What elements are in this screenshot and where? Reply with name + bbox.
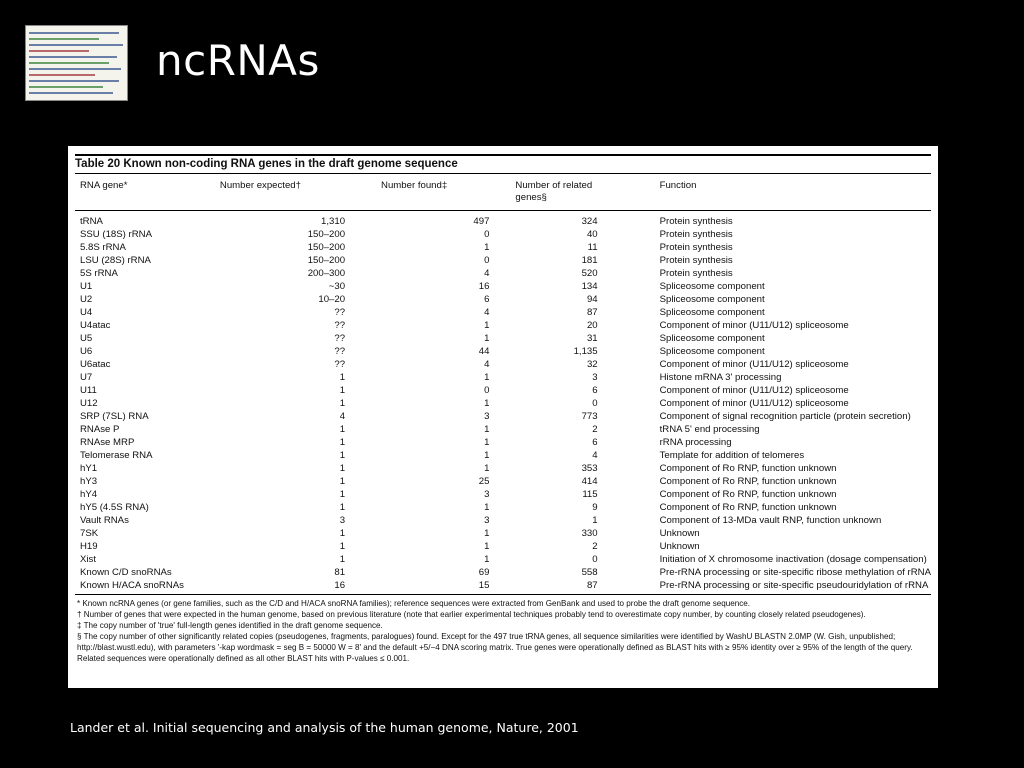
table-header-row bbox=[75, 176, 931, 210]
cell-number-found: 1 bbox=[484, 436, 490, 448]
cell-function: Spliceosome component bbox=[659, 332, 765, 344]
table-row bbox=[75, 358, 931, 371]
cell-function: Component of minor (U11/U12) spliceosome bbox=[659, 319, 849, 331]
cell-number-expected: 10–20 bbox=[318, 293, 346, 305]
cell-number-related: 0 bbox=[592, 553, 598, 565]
cell-function: Component of Ro RNP, function unknown bbox=[659, 501, 837, 513]
cell-number-related: 31 bbox=[586, 332, 598, 344]
table-row bbox=[75, 579, 931, 595]
cell-number-found: 1 bbox=[484, 241, 490, 253]
cell-rna-gene: U1 bbox=[80, 280, 93, 292]
table-row bbox=[75, 488, 931, 501]
cell-number-expected: 1 bbox=[339, 423, 346, 435]
cell-function: Protein synthesis bbox=[659, 254, 733, 266]
cell-number-related: 558 bbox=[581, 566, 598, 578]
cell-function: Protein synthesis bbox=[659, 228, 733, 240]
table-row bbox=[75, 254, 931, 267]
cell-function: Component of 13-MDa vault RNP, function unknown bbox=[659, 514, 882, 526]
table-row bbox=[75, 306, 931, 319]
cell-number-found: 6 bbox=[484, 293, 490, 305]
cell-number-related: 2 bbox=[592, 540, 598, 552]
table-row bbox=[75, 293, 931, 306]
footnote: † Number of genes that were expected in the human genome, based on previous literature (note that earlier experimental techniques probably tend to overestimate copy number, by counting closely related pseudogenes). bbox=[77, 609, 866, 619]
table-row bbox=[75, 449, 931, 462]
cell-number-related: 6 bbox=[592, 436, 598, 448]
cell-number-expected: ?? bbox=[334, 345, 346, 357]
table-row bbox=[75, 280, 931, 293]
cell-number-found: 0 bbox=[484, 384, 490, 396]
slide-title: ncRNAs bbox=[156, 36, 320, 85]
table-row bbox=[75, 527, 931, 540]
cell-number-expected: 3 bbox=[339, 514, 346, 526]
cell-number-related: 520 bbox=[581, 267, 598, 279]
cell-function: Protein synthesis bbox=[659, 215, 733, 227]
table-row bbox=[75, 423, 931, 436]
cell-number-expected: 1 bbox=[339, 384, 346, 396]
cell-rna-gene: U4 bbox=[80, 306, 93, 318]
cell-number-related: 3 bbox=[592, 371, 598, 383]
cell-number-related: 32 bbox=[586, 358, 598, 370]
cell-rna-gene: U6 bbox=[80, 345, 93, 357]
table-figure bbox=[68, 146, 938, 688]
cell-number-expected: ?? bbox=[334, 332, 346, 344]
table-row bbox=[75, 475, 931, 488]
cell-number-found: 497 bbox=[473, 215, 490, 227]
cell-number-expected: 1 bbox=[339, 540, 346, 552]
cell-function: rRNA processing bbox=[659, 436, 732, 448]
cell-number-found: 15 bbox=[381, 579, 515, 595]
footnote: § The copy number of other significantly related copies (pseudogenes, fragments, paralogues) found. Except for the 497 true tRNA genes, all sequence similarities were identified by WashU BLASTN 2.0MP (W. Gish, unpublished; http://blast.wustl.edu), with parameters '-kap wordmask = seg B = 50000 W = 8' and the default +5/−4 DNA scoring matrix. True genes were operationally defined as BLAST hits with ≥ 95% identity over ≥ 95% of the length of the query. Related sequences were operationally defined as all other BLAST hits with P-values ≤ 0.001. bbox=[77, 631, 913, 663]
cell-function: Unknown bbox=[659, 527, 700, 539]
cell-function: Component of Ro RNP, function unknown bbox=[659, 475, 837, 487]
cell-number-found: 44 bbox=[478, 345, 490, 357]
cell-function: Spliceosome component bbox=[659, 280, 765, 292]
cell-rna-gene: U4atac bbox=[80, 319, 111, 331]
cell-number-related: 181 bbox=[581, 254, 598, 266]
table-row bbox=[75, 384, 931, 397]
cell-number-found: 1 bbox=[484, 319, 490, 331]
cell-rna-gene: Vault RNAs bbox=[80, 514, 129, 526]
cell-number-related: 2 bbox=[592, 423, 598, 435]
cell-number-related: 324 bbox=[581, 215, 598, 227]
cell-function: Spliceosome component bbox=[659, 293, 765, 305]
cell-number-expected: 1 bbox=[339, 436, 346, 448]
cell-number-found: 0 bbox=[484, 228, 490, 240]
cell-rna-gene: tRNA bbox=[80, 215, 103, 227]
cell-rna-gene: SSU (18S) rRNA bbox=[80, 228, 152, 240]
table-row bbox=[75, 540, 931, 553]
cell-function: Component of minor (U11/U12) spliceosome bbox=[659, 384, 849, 396]
cell-number-expected: 1,310 bbox=[321, 215, 346, 227]
header-number-found: Number found‡ bbox=[381, 176, 515, 210]
cell-number-related: 94 bbox=[586, 293, 598, 305]
cell-function: Pre-rRNA processing or site-specific ribose methylation of rRNA bbox=[659, 566, 931, 578]
cell-number-expected: 150–200 bbox=[307, 228, 346, 240]
cell-rna-gene: H19 bbox=[80, 540, 98, 552]
table-row bbox=[75, 319, 931, 332]
table-row bbox=[75, 553, 931, 566]
cell-rna-gene: U11 bbox=[80, 384, 97, 396]
cell-number-related: 11 bbox=[587, 241, 598, 253]
cell-number-expected: 150–200 bbox=[307, 241, 346, 253]
cell-number-expected: ?? bbox=[334, 306, 346, 318]
footnote: * Known ncRNA genes (or gene families, such as the C/D and H/ACA snoRNA families); reference sequences were extracted from GenBank and used to probe the draft genome sequence. bbox=[77, 598, 751, 608]
table-row bbox=[75, 410, 931, 423]
cell-function: Unknown bbox=[659, 540, 700, 552]
cell-number-found: 3 bbox=[484, 410, 490, 422]
table-row bbox=[75, 210, 931, 228]
table-row bbox=[75, 241, 931, 254]
cell-function: Component of Ro RNP, function unknown bbox=[659, 462, 837, 474]
cell-number-related: 773 bbox=[581, 410, 598, 422]
cell-number-expected: 1 bbox=[339, 501, 346, 513]
cell-number-found: 1 bbox=[484, 449, 490, 461]
cell-function: Initiation of X chromosome inactivation (dosage compensation) bbox=[659, 553, 927, 565]
cell-number-related: 1 bbox=[592, 514, 598, 526]
cell-number-found: 1 bbox=[484, 332, 490, 344]
cell-rna-gene: 5.8S rRNA bbox=[80, 241, 126, 253]
table-row bbox=[75, 345, 931, 358]
cell-number-related: 4 bbox=[592, 449, 598, 461]
cell-function: Histone mRNA 3' processing bbox=[659, 371, 782, 383]
cell-number-found: 3 bbox=[484, 514, 490, 526]
table-row bbox=[75, 462, 931, 475]
table-footnotes bbox=[75, 595, 931, 664]
cell-number-related: 134 bbox=[581, 280, 598, 292]
cell-number-found: 1 bbox=[484, 397, 490, 409]
cell-rna-gene: U5 bbox=[80, 332, 93, 344]
cell-number-found: 4 bbox=[484, 306, 490, 318]
cell-function: Pre-rRNA processing or site-specific pseudouridylation of rRNA bbox=[624, 579, 931, 595]
cell-function: Spliceosome component bbox=[659, 345, 765, 357]
cell-number-found: 16 bbox=[478, 280, 490, 292]
cell-number-expected: 150–200 bbox=[307, 254, 346, 266]
cell-function: Protein synthesis bbox=[659, 241, 733, 253]
cell-function: Template for addition of telomeres bbox=[659, 449, 805, 461]
cell-rna-gene: hY4 bbox=[80, 488, 98, 500]
cell-number-related: 87 bbox=[586, 306, 598, 318]
cell-number-found: 69 bbox=[478, 566, 490, 578]
table-row bbox=[75, 267, 931, 280]
table-row bbox=[75, 501, 931, 514]
cell-number-related: 115 bbox=[582, 488, 598, 500]
cell-number-related: 40 bbox=[586, 228, 598, 240]
cell-rna-gene: RNAse MRP bbox=[80, 436, 135, 448]
cell-number-found: 1 bbox=[484, 527, 490, 539]
cell-rna-gene: hY1 bbox=[80, 462, 98, 474]
cell-rna-gene: U6atac bbox=[80, 358, 111, 370]
cell-number-found: 1 bbox=[484, 540, 490, 552]
header-rna-gene: RNA gene* bbox=[75, 176, 220, 210]
cell-number-related: 414 bbox=[581, 475, 598, 487]
cell-number-related: 6 bbox=[592, 384, 598, 396]
cell-number-expected: 1 bbox=[339, 527, 346, 539]
cell-number-related: 9 bbox=[592, 501, 598, 513]
cell-number-related: 20 bbox=[586, 319, 598, 331]
cell-number-found: 1 bbox=[484, 371, 490, 383]
cell-number-found: 25 bbox=[478, 475, 490, 487]
cell-function: Protein synthesis bbox=[659, 267, 733, 279]
footnote: ‡ The copy number of 'true' full-length genes identified in the draft genome sequence. bbox=[77, 620, 383, 630]
cell-number-expected: ?? bbox=[334, 358, 346, 370]
cell-number-expected: 1 bbox=[339, 371, 346, 383]
cell-function: Component of minor (U11/U12) spliceosome bbox=[659, 358, 849, 370]
cell-number-related: 87 bbox=[515, 579, 623, 595]
cell-rna-gene: RNAse P bbox=[80, 423, 120, 435]
header-function: Function bbox=[624, 176, 931, 210]
table-caption: Table 20 Known non-coding RNA genes in the draft genome sequence bbox=[75, 154, 931, 174]
header-number-related: Number of related genes§ bbox=[515, 176, 623, 210]
cell-number-expected: 81 bbox=[334, 566, 346, 578]
cell-function: Spliceosome component bbox=[659, 306, 765, 318]
cell-rna-gene: hY3 bbox=[80, 475, 98, 487]
ncrna-table bbox=[75, 176, 931, 595]
cell-number-found: 4 bbox=[484, 267, 490, 279]
table-row bbox=[75, 228, 931, 241]
table-row bbox=[75, 514, 931, 527]
cell-number-found: 1 bbox=[484, 553, 490, 565]
cell-number-found: 1 bbox=[484, 423, 490, 435]
cell-rna-gene: 7SK bbox=[80, 527, 99, 539]
cell-rna-gene: SRP (7SL) RNA bbox=[80, 410, 149, 422]
cell-number-found: 0 bbox=[484, 254, 490, 266]
cell-function: Component of Ro RNP, function unknown bbox=[659, 488, 837, 500]
cell-number-expected: 16 bbox=[220, 579, 381, 595]
cell-rna-gene: Known H/ACA snoRNAs bbox=[75, 579, 220, 595]
cell-rna-gene: U12 bbox=[80, 397, 98, 409]
header-number-expected: Number expected† bbox=[220, 176, 381, 210]
table-body bbox=[75, 210, 931, 594]
cell-number-related: 1,135 bbox=[573, 345, 598, 357]
table-row bbox=[75, 371, 931, 384]
cell-rna-gene: 5S rRNA bbox=[80, 267, 118, 279]
table-row bbox=[75, 566, 931, 579]
cell-number-related: 0 bbox=[592, 397, 598, 409]
cell-number-expected: 4 bbox=[339, 410, 346, 422]
cell-number-related: 330 bbox=[581, 527, 598, 539]
table-row bbox=[75, 332, 931, 345]
cell-number-expected: 200–300 bbox=[307, 267, 346, 279]
cell-number-expected: 1 bbox=[339, 475, 346, 487]
cell-function: tRNA 5' end processing bbox=[659, 423, 760, 435]
cell-number-found: 4 bbox=[484, 358, 490, 370]
cell-rna-gene: Known C/D snoRNAs bbox=[80, 566, 172, 578]
slide-thumbnail-image bbox=[25, 25, 128, 101]
cell-function: Component of minor (U11/U12) spliceosome bbox=[659, 397, 849, 409]
cell-rna-gene: Xist bbox=[80, 553, 96, 565]
cell-number-expected: 1 bbox=[339, 553, 346, 565]
cell-function: Component of signal recognition particle (protein secretion) bbox=[659, 410, 911, 422]
slide-citation: Lander et al. Initial sequencing and analysis of the human genome, Nature, 2001 bbox=[70, 720, 579, 735]
table-row bbox=[75, 436, 931, 449]
cell-number-found: 1 bbox=[484, 501, 490, 513]
cell-rna-gene: hY5 (4.5S RNA) bbox=[80, 501, 149, 513]
table-row bbox=[75, 397, 931, 410]
cell-number-found: 3 bbox=[484, 488, 490, 500]
cell-number-expected: ?? bbox=[334, 319, 346, 331]
cell-number-expected: 1 bbox=[339, 397, 346, 409]
cell-rna-gene: LSU (28S) rRNA bbox=[80, 254, 151, 266]
cell-number-related: 353 bbox=[581, 462, 598, 474]
cell-number-expected: 1 bbox=[339, 462, 346, 474]
cell-number-expected: 1 bbox=[339, 488, 346, 500]
cell-number-expected: ~30 bbox=[328, 280, 346, 292]
cell-number-found: 1 bbox=[484, 462, 490, 474]
cell-rna-gene: Telomerase RNA bbox=[80, 449, 153, 461]
cell-rna-gene: U7 bbox=[80, 371, 93, 383]
cell-number-expected: 1 bbox=[339, 449, 346, 461]
cell-rna-gene: U2 bbox=[80, 293, 93, 305]
